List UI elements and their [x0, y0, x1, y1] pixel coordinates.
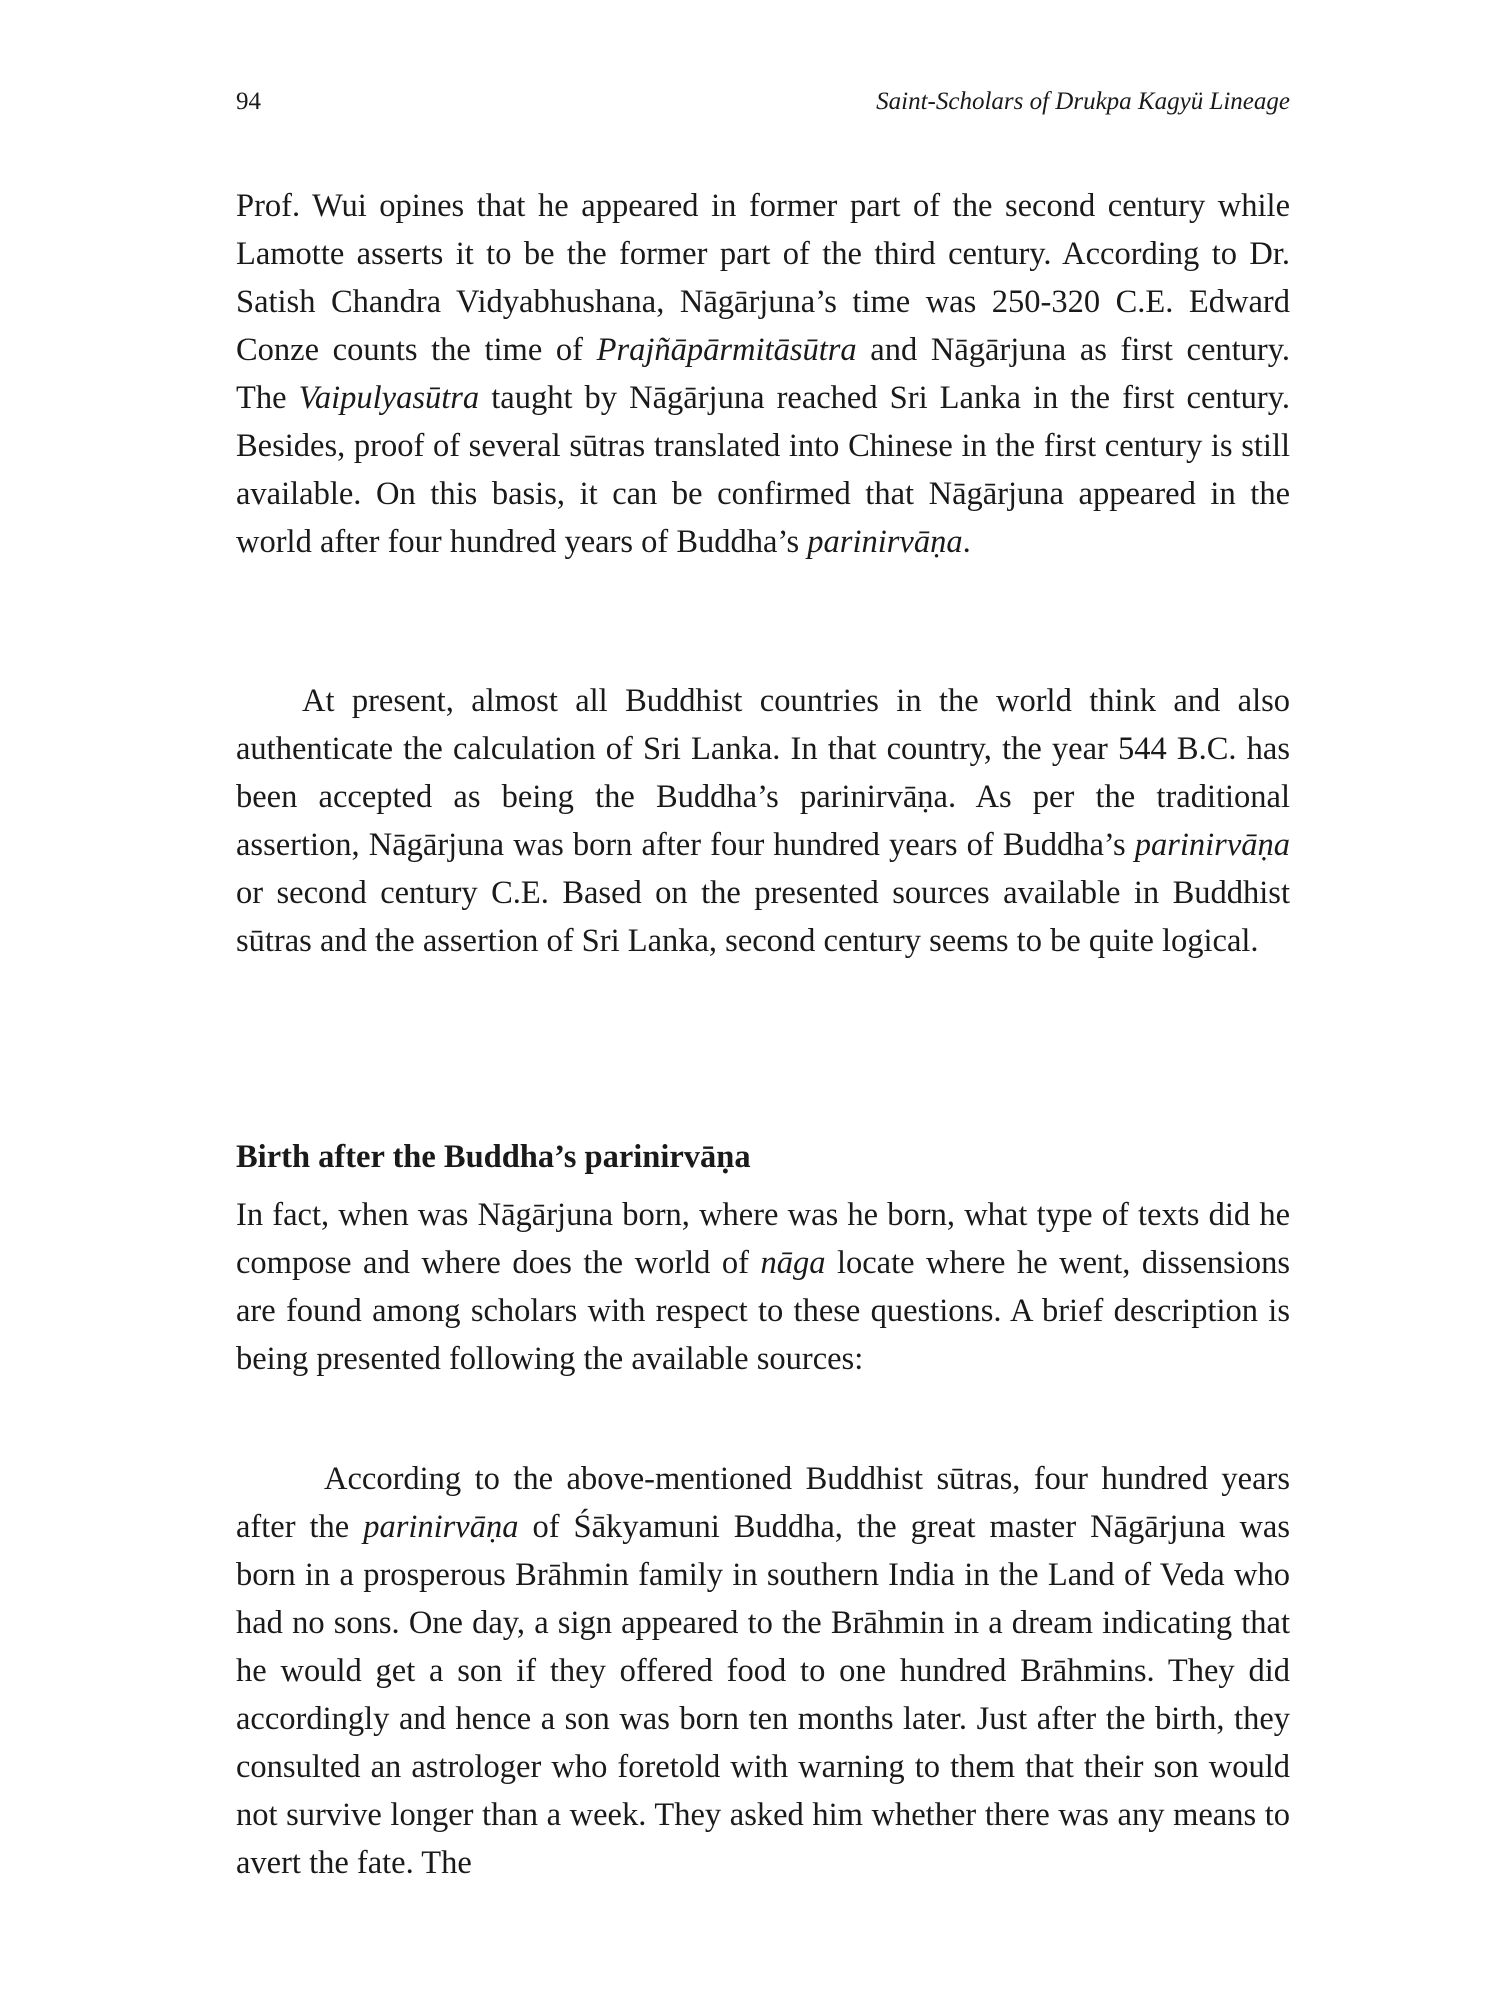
- paragraph-1-text-e: taught by Nāgārjuna reached Sri Lanka in the first century. Besides, proof of several sūtras translated into Chinese in the first century is still available. On this basis, it can be confirmed that Nāgārjuna appeared in the world after four hundred years of Buddha’s: [236, 380, 1290, 560]
- page-number: 94: [236, 88, 261, 115]
- paragraph-2-text-a: At present, almost all Buddhist countries in the world think and also authenticate the calculation of Sri Lanka. In that country, the year 544 B.C. has been accepted as being the Buddha’s parinirvāṇa. As per the traditional assertion, Nāgārjuna was born after four hundred years of Buddha’s: [236, 683, 1290, 863]
- section-heading: Birth after the Buddha’s parinirvāṇa: [236, 1139, 751, 1175]
- paragraph-3-text-a: In fact, when was Nāgārjuna born, where was he born, what type of texts did he compose and where does the world of: [236, 1197, 1290, 1281]
- paragraph-4-italic-parinirvana: parinirvāṇa: [363, 1509, 519, 1545]
- paragraph-4-text-a: According to the above-mentioned Buddhist sūtras, four hundred years after the: [236, 1461, 1290, 1545]
- paragraph-1: [236, 182, 1290, 566]
- paragraph-3-text-c: locate where he went, dissensions are found among scholars with respect to these questions. A brief description is being presented following the available sources:: [236, 1245, 1290, 1377]
- paragraph-1-italic-vaipulyasutra: Vaipulyasūtra: [298, 380, 480, 416]
- paragraph-3: [236, 1191, 1290, 1383]
- paragraph-1-italic-parinirvana: parinirvāṇa: [807, 524, 963, 560]
- paragraph-4-text-c: of Śākyamuni Buddha, the great master Nāgārjuna was born in a prosperous Brāhmin family in southern India in the Land of Veda who had no sons. One day, a sign appeared to the Brāhmin in a dream indicating that he would get a son if they offered food to one hundred Brāhmins. They did accordingly and hence a son was born ten months later. Just after the birth, they consulted an astrologer who foretold with warning to them that their son would not survive longer than a week. They asked him whether there was any means to avert the fate. The: [236, 1509, 1290, 1881]
- paragraph-1-italic-prajnaparamitasutra: Prajñāpārmitāsūtra: [596, 332, 857, 368]
- paragraph-1-text-g: .: [962, 524, 971, 560]
- paragraph-4: [236, 1455, 1290, 1887]
- running-title: Saint-Scholars of Drukpa Kagyü Lineage: [876, 88, 1290, 115]
- paragraph-3-italic-naga: nāga: [760, 1245, 826, 1281]
- paragraph-1-text-c: and Nāgārjuna as first century. The: [236, 332, 1291, 416]
- paragraph-2-italic-parinirvana: parinirvāṇa: [1134, 827, 1290, 863]
- paragraph-2: [236, 677, 1290, 965]
- paragraph-2-text-c: or second century C.E. Based on the presented sources available in Buddhist sūtras and the assertion of Sri Lanka, second century seems to be quite logical.: [236, 875, 1290, 959]
- paragraph-1-text-a: Prof. Wui opines that he appeared in former part of the second century while Lamotte asserts it to be the former part of the third century. According to Dr. Satish Chandra Vidyabhushana, Nāgārjuna’s time was 250-320 C.E. Edward Conze counts the time of: [236, 188, 1290, 368]
- page-header: [236, 88, 1290, 128]
